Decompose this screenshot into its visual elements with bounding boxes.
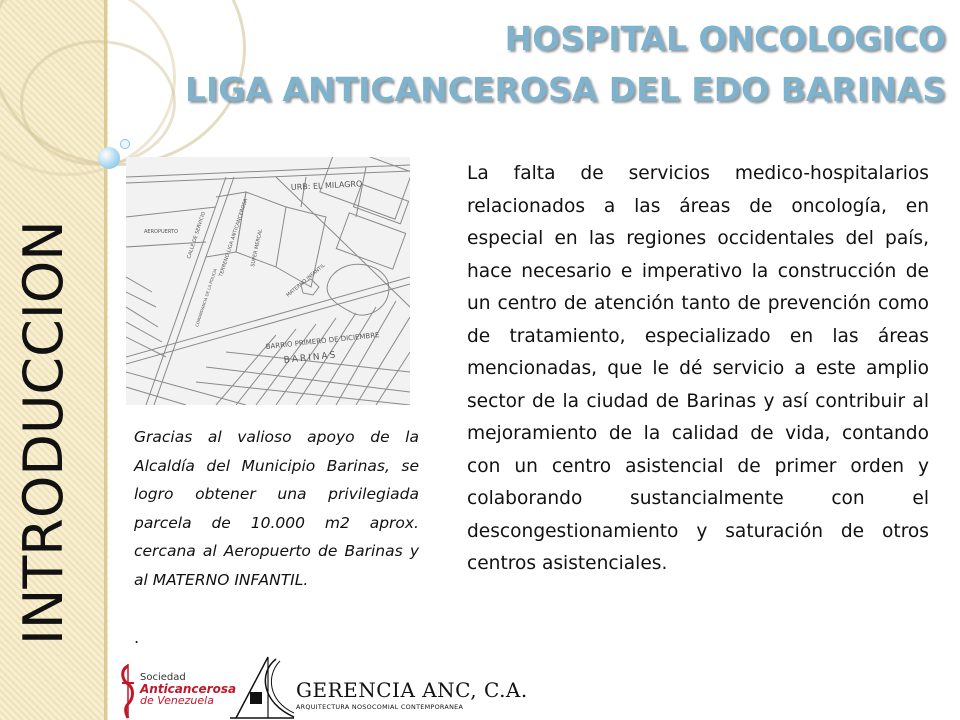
gerencia-emblem-icon bbox=[228, 655, 296, 720]
gerencia-name: GERENCIA ANC, C.A. bbox=[296, 678, 528, 702]
gerencia-anc-logo bbox=[228, 655, 528, 720]
map-label-barrio: BARRIO PRIMERO DE DICIEMBRE bbox=[265, 331, 380, 351]
body-paragraph: La falta de servicios medico-hospitalarios relacionados a las áreas de oncología, en especial en las regiones occidentales del país, hace necesario e imperativo la construcción de un centro de atención tanto de prevención como de tratamiento, especializado en las áreas mencionadas, que le dé servicio a este amplio sector de la ciudad de Barinas y así contribuir al mejoramiento de la calidad de vida, contando con un centro asistencial de primer orden y colaborando sustancialmente con el descongestionamiento y saturación de otros centros asistenciales. bbox=[467, 163, 929, 574]
sociedad-name-line1: Sociedad bbox=[140, 672, 186, 683]
map-label-urb: URB: EL MILAGRO bbox=[290, 179, 363, 192]
gerencia-tagline: ARQUITECTURA NOSOCOMIAL CONTEMPORANEA bbox=[296, 703, 464, 711]
sociedad-name-line2: Anticancerosa bbox=[140, 681, 237, 696]
map-label-materno: MATERNO INFANTIL bbox=[285, 262, 327, 299]
map-label-comandancia: COMANDANCIA DE LA POLICIA bbox=[194, 268, 218, 328]
slide-subtitle: LIGA ANTICANCEROSA DEL EDO BARINAS bbox=[185, 70, 946, 109]
sociedad-name-line3: de Venezuela bbox=[140, 694, 214, 707]
slide-title: HOSPITAL ONCOLOGICO bbox=[504, 19, 946, 58]
caption-dot: . bbox=[134, 628, 140, 647]
section-heading: INTRODUCCION bbox=[12, 220, 75, 645]
sociedad-emblem-icon bbox=[116, 660, 140, 720]
decorative-bubble bbox=[120, 139, 130, 149]
map-label-terreno: TERRENO LIGA ANTICANCEROSA bbox=[218, 197, 250, 278]
map-label-aeropuerto: AEROPUERTO bbox=[144, 229, 178, 235]
decorative-bubble bbox=[98, 147, 120, 169]
sociedad-anticancerosa-logo bbox=[116, 660, 237, 720]
map-label-calle-servicio: CALLE DE SERVICIO bbox=[186, 210, 208, 260]
location-map bbox=[126, 157, 410, 405]
map-caption: Gracias al valioso apoyo de la Alcaldía del Municipio Barinas, se logro obtener una privilegiada parcela de 10.000 m2 aprox. cercana al Aeropuerto de Barinas y al MATERNO INFANTIL. bbox=[134, 428, 419, 589]
map-label-super-mercal: SUPER MERCAL bbox=[250, 228, 264, 268]
map-label-barinas: BARINAS bbox=[283, 350, 338, 366]
decorative-swirl bbox=[20, 40, 176, 166]
